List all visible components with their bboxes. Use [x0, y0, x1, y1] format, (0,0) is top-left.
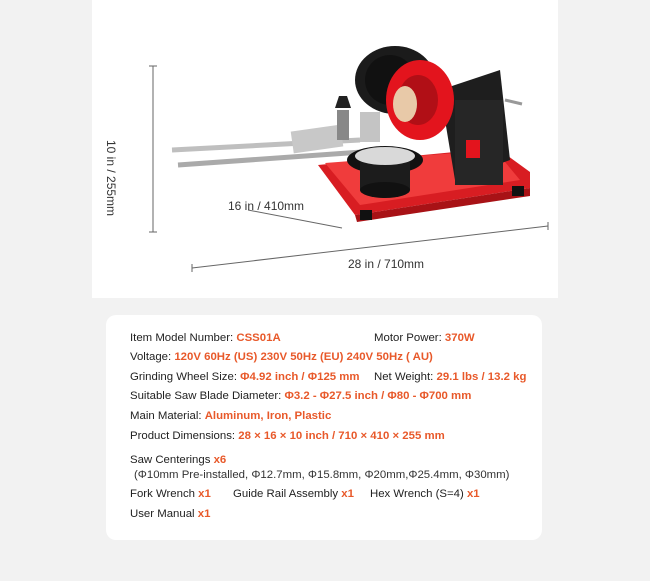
- power-switch: [466, 140, 480, 158]
- spec-voltage: Voltage: 120V 60Hz (US) 230V 50Hz (EU) 240V 50Hz ( AU): [130, 351, 433, 363]
- spec-grinding-wheel-size: Grinding Wheel Size: Φ4.92 inch / Φ125 mm: [130, 371, 360, 383]
- spec-main-material: Main Material: Aluminum, Iron, Plastic: [130, 410, 332, 422]
- spec-user-manual: User Manual x1: [130, 508, 211, 520]
- spec-fork-wrench: Fork Wrench x1: [130, 488, 211, 500]
- spec-product-dimensions: Product Dimensions: 28 × 16 × 10 inch / 710 × 410 × 255 mm: [130, 430, 445, 442]
- spec-motor-power: Motor Power: 370W: [374, 332, 475, 344]
- spec-hex-wrench: Hex Wrench (S=4) x1: [370, 488, 480, 500]
- spec-saw-centerings: Saw Centerings x6: [130, 454, 227, 466]
- spec-net-weight: Net Weight: 29.1 lbs / 13.2 kg: [374, 371, 527, 383]
- spec-saw-centerings-detail: (Φ10mm Pre-installed, Φ12.7mm, Φ15.8mm, Φ20mm,Φ25.4mm, Φ30mm): [134, 469, 510, 481]
- depth-dimension-label: 16 in / 410mm: [228, 199, 305, 213]
- specifications-card: [106, 315, 542, 540]
- spec-item-model-number: Item Model Number: CSS01A: [130, 332, 281, 344]
- spec-saw-blade-diameter: Suitable Saw Blade Diameter: Φ3.2 - Φ27.5 inch / Φ80 - Φ700 mm: [130, 390, 472, 402]
- width-dimension-label: 28 in / 710mm: [348, 257, 425, 271]
- guide-rails: [172, 125, 362, 165]
- height-dimension-label: 10 in / 255mm: [104, 140, 118, 217]
- spec-guide-rail-assembly: Guide Rail Assembly x1: [233, 488, 354, 500]
